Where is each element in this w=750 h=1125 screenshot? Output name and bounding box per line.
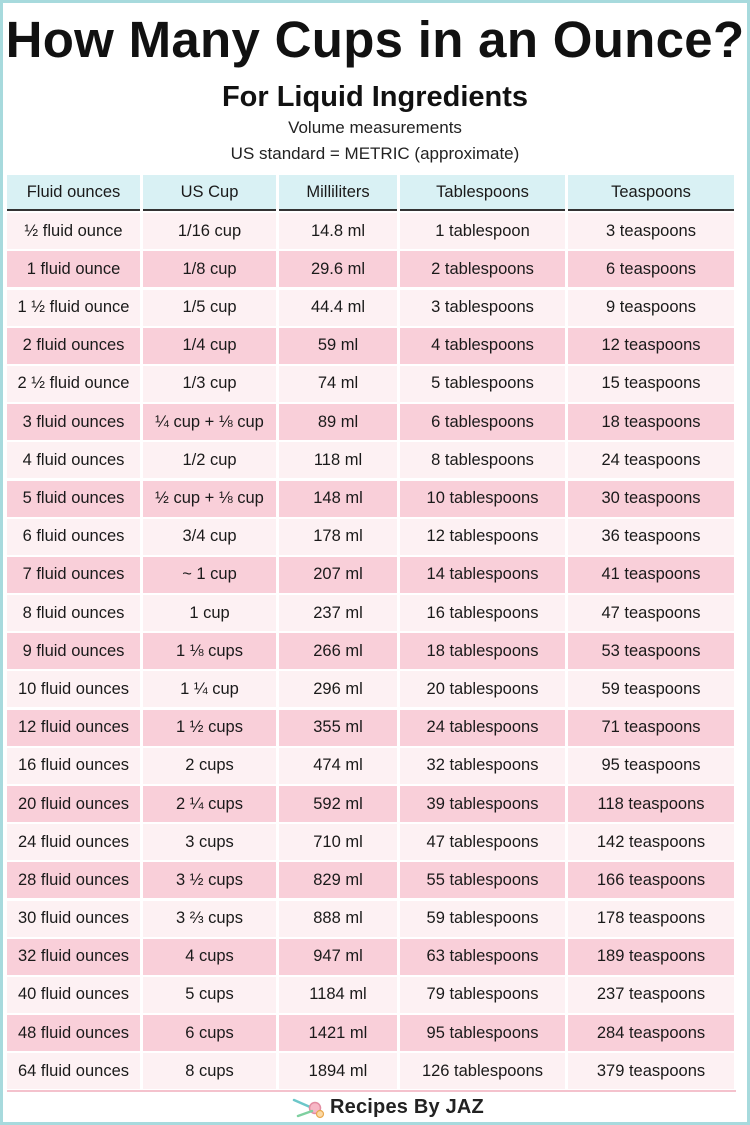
cell-fluid-ounces: 12 fluid ounces xyxy=(7,710,140,746)
cell-teaspoons: 118 teaspoons xyxy=(568,786,734,822)
cell-fluid-ounces: 16 fluid ounces xyxy=(7,748,140,784)
cell-tablespoons: 18 tablespoons xyxy=(400,633,565,669)
cell-us-cup: 1/16 cup xyxy=(143,213,276,249)
cell-us-cup: 4 cups xyxy=(143,939,276,975)
table-row xyxy=(7,977,736,1013)
table-row xyxy=(7,404,736,440)
cell-tablespoons: 3 tablespoons xyxy=(400,290,565,326)
table-row xyxy=(7,671,736,707)
cell-us-cup: 3 ⅔ cups xyxy=(143,901,276,937)
cell-us-cup: 2 cups xyxy=(143,748,276,784)
measuring-spoon-icon xyxy=(290,1094,328,1120)
cell-fluid-ounces: 10 fluid ounces xyxy=(7,671,140,707)
cell-tablespoons: 79 tablespoons xyxy=(400,977,565,1013)
cell-us-cup: 2 ¼ cups xyxy=(143,786,276,822)
cell-milliliters: 592 ml xyxy=(279,786,397,822)
cell-teaspoons: 47 teaspoons xyxy=(568,595,734,631)
table-row xyxy=(7,1053,736,1089)
table-row xyxy=(7,366,736,402)
table-row xyxy=(7,328,736,364)
cell-tablespoons: 1 tablespoon xyxy=(400,213,565,249)
cell-teaspoons: 18 teaspoons xyxy=(568,404,734,440)
table-row xyxy=(7,862,736,898)
cell-us-cup: 1/5 cup xyxy=(143,290,276,326)
cell-milliliters: 888 ml xyxy=(279,901,397,937)
table-row xyxy=(7,213,736,249)
cell-teaspoons: 142 teaspoons xyxy=(568,824,734,860)
table-row xyxy=(7,481,736,517)
table-row xyxy=(7,1015,736,1051)
table-row xyxy=(7,442,736,478)
cell-us-cup: 6 cups xyxy=(143,1015,276,1051)
table-row xyxy=(7,557,736,593)
cell-tablespoons: 6 tablespoons xyxy=(400,404,565,440)
cell-tablespoons: 55 tablespoons xyxy=(400,862,565,898)
cell-milliliters: 89 ml xyxy=(279,404,397,440)
cell-tablespoons: 126 tablespoons xyxy=(400,1053,565,1089)
cell-us-cup: 1 cup xyxy=(143,595,276,631)
cell-us-cup: ¼ cup + ⅛ cup xyxy=(143,404,276,440)
cell-teaspoons: 178 teaspoons xyxy=(568,901,734,937)
cell-tablespoons: 4 tablespoons xyxy=(400,328,565,364)
cell-milliliters: 237 ml xyxy=(279,595,397,631)
cell-teaspoons: 30 teaspoons xyxy=(568,481,734,517)
cell-us-cup: 1/3 cup xyxy=(143,366,276,402)
table-row xyxy=(7,748,736,784)
cell-milliliters: 296 ml xyxy=(279,671,397,707)
cell-fluid-ounces: 4 fluid ounces xyxy=(7,442,140,478)
cell-teaspoons: 71 teaspoons xyxy=(568,710,734,746)
cell-us-cup: ~ 1 cup xyxy=(143,557,276,593)
cell-fluid-ounces: 1 fluid ounce xyxy=(7,251,140,287)
cell-teaspoons: 9 teaspoons xyxy=(568,290,734,326)
cell-teaspoons: 3 teaspoons xyxy=(568,213,734,249)
cell-milliliters: 207 ml xyxy=(279,557,397,593)
cell-teaspoons: 24 teaspoons xyxy=(568,442,734,478)
cell-fluid-ounces: 2 fluid ounces xyxy=(7,328,140,364)
cell-milliliters: 44.4 ml xyxy=(279,290,397,326)
table-row xyxy=(7,595,736,631)
cell-teaspoons: 6 teaspoons xyxy=(568,251,734,287)
cell-tablespoons: 5 tablespoons xyxy=(400,366,565,402)
cell-milliliters: 29.6 ml xyxy=(279,251,397,287)
cell-teaspoons: 237 teaspoons xyxy=(568,977,734,1013)
header-milliliters: Milliliters xyxy=(279,175,397,211)
cell-fluid-ounces: 3 fluid ounces xyxy=(7,404,140,440)
cell-fluid-ounces: 40 fluid ounces xyxy=(7,977,140,1013)
cell-milliliters: 947 ml xyxy=(279,939,397,975)
header-fluid-ounces: Fluid ounces xyxy=(7,175,140,211)
table-bottom-divider xyxy=(7,1090,736,1092)
cell-tablespoons: 24 tablespoons xyxy=(400,710,565,746)
cell-us-cup: 1/8 cup xyxy=(143,251,276,287)
cell-fluid-ounces: 24 fluid ounces xyxy=(7,824,140,860)
cell-milliliters: 74 ml xyxy=(279,366,397,402)
cell-tablespoons: 8 tablespoons xyxy=(400,442,565,478)
brand-name: Recipes By JAZ xyxy=(330,1095,484,1118)
cell-us-cup: 3 cups xyxy=(143,824,276,860)
table-row xyxy=(7,710,736,746)
cell-us-cup: 1 ⅛ cups xyxy=(143,633,276,669)
cell-milliliters: 178 ml xyxy=(279,519,397,555)
cell-tablespoons: 20 tablespoons xyxy=(400,671,565,707)
cell-fluid-ounces: 28 fluid ounces xyxy=(7,862,140,898)
note-volume-measurements: Volume measurements xyxy=(288,118,462,137)
cell-fluid-ounces: 32 fluid ounces xyxy=(7,939,140,975)
cell-milliliters: 355 ml xyxy=(279,710,397,746)
cell-fluid-ounces: 30 fluid ounces xyxy=(7,901,140,937)
cell-fluid-ounces: 7 fluid ounces xyxy=(7,557,140,593)
table-row xyxy=(7,901,736,937)
table-row xyxy=(7,251,736,287)
cell-milliliters: 148 ml xyxy=(279,481,397,517)
cell-milliliters: 14.8 ml xyxy=(279,213,397,249)
cell-milliliters: 710 ml xyxy=(279,824,397,860)
cell-milliliters: 118 ml xyxy=(279,442,397,478)
cell-tablespoons: 16 tablespoons xyxy=(400,595,565,631)
page-subtitle: For Liquid Ingredients xyxy=(221,81,529,113)
cell-fluid-ounces: 64 fluid ounces xyxy=(7,1053,140,1089)
cell-us-cup: 1 ½ cups xyxy=(143,710,276,746)
cell-teaspoons: 166 teaspoons xyxy=(568,862,734,898)
cell-tablespoons: 32 tablespoons xyxy=(400,748,565,784)
table-row xyxy=(7,939,736,975)
cell-fluid-ounces: 1 ½ fluid ounce xyxy=(7,290,140,326)
cell-teaspoons: 36 teaspoons xyxy=(568,519,734,555)
cell-tablespoons: 59 tablespoons xyxy=(400,901,565,937)
cell-teaspoons: 379 teaspoons xyxy=(568,1053,734,1089)
cell-tablespoons: 47 tablespoons xyxy=(400,824,565,860)
table-row xyxy=(7,290,736,326)
table-row xyxy=(7,786,736,822)
cell-tablespoons: 63 tablespoons xyxy=(400,939,565,975)
cell-fluid-ounces: 9 fluid ounces xyxy=(7,633,140,669)
cell-us-cup: 1 ¼ cup xyxy=(143,671,276,707)
cell-teaspoons: 41 teaspoons xyxy=(568,557,734,593)
table-row xyxy=(7,633,736,669)
cell-teaspoons: 59 teaspoons xyxy=(568,671,734,707)
cell-tablespoons: 14 tablespoons xyxy=(400,557,565,593)
cell-us-cup: 1/4 cup xyxy=(143,328,276,364)
header-tablespoons: Tablespoons xyxy=(400,175,565,211)
cell-teaspoons: 284 teaspoons xyxy=(568,1015,734,1051)
cell-us-cup: 8 cups xyxy=(143,1053,276,1089)
cell-fluid-ounces: ½ fluid ounce xyxy=(7,213,140,249)
conversion-table xyxy=(7,175,736,1092)
cell-us-cup: 3 ½ cups xyxy=(143,862,276,898)
cell-tablespoons: 10 tablespoons xyxy=(400,481,565,517)
cell-us-cup: 3/4 cup xyxy=(143,519,276,555)
table-header-row xyxy=(7,175,736,211)
cell-fluid-ounces: 2 ½ fluid ounce xyxy=(7,366,140,402)
cell-milliliters: 59 ml xyxy=(279,328,397,364)
cell-milliliters: 474 ml xyxy=(279,748,397,784)
cell-us-cup: ½ cup + ⅛ cup xyxy=(143,481,276,517)
cell-teaspoons: 12 teaspoons xyxy=(568,328,734,364)
cell-teaspoons: 53 teaspoons xyxy=(568,633,734,669)
cell-milliliters: 266 ml xyxy=(279,633,397,669)
cell-us-cup: 1/2 cup xyxy=(143,442,276,478)
cell-tablespoons: 2 tablespoons xyxy=(400,251,565,287)
cell-milliliters: 1894 ml xyxy=(279,1053,397,1089)
page-title: How Many Cups in an Ounce? xyxy=(5,11,745,68)
cell-tablespoons: 39 tablespoons xyxy=(400,786,565,822)
table-row xyxy=(7,519,736,555)
footer-brand xyxy=(290,1093,484,1121)
cell-tablespoons: 95 tablespoons xyxy=(400,1015,565,1051)
cell-us-cup: 5 cups xyxy=(143,977,276,1013)
cell-teaspoons: 95 teaspoons xyxy=(568,748,734,784)
cell-fluid-ounces: 6 fluid ounces xyxy=(7,519,140,555)
cell-fluid-ounces: 20 fluid ounces xyxy=(7,786,140,822)
header-teaspoons: Teaspoons xyxy=(568,175,734,211)
note-us-standard-metric: US standard = METRIC (approximate) xyxy=(230,144,520,163)
cell-milliliters: 1421 ml xyxy=(279,1015,397,1051)
header-us-cup: US Cup xyxy=(143,175,276,211)
cell-milliliters: 1184 ml xyxy=(279,977,397,1013)
cell-fluid-ounces: 8 fluid ounces xyxy=(7,595,140,631)
cell-tablespoons: 12 tablespoons xyxy=(400,519,565,555)
cell-teaspoons: 15 teaspoons xyxy=(568,366,734,402)
cell-fluid-ounces: 5 fluid ounces xyxy=(7,481,140,517)
cell-milliliters: 829 ml xyxy=(279,862,397,898)
cell-teaspoons: 189 teaspoons xyxy=(568,939,734,975)
cell-fluid-ounces: 48 fluid ounces xyxy=(7,1015,140,1051)
table-row xyxy=(7,824,736,860)
